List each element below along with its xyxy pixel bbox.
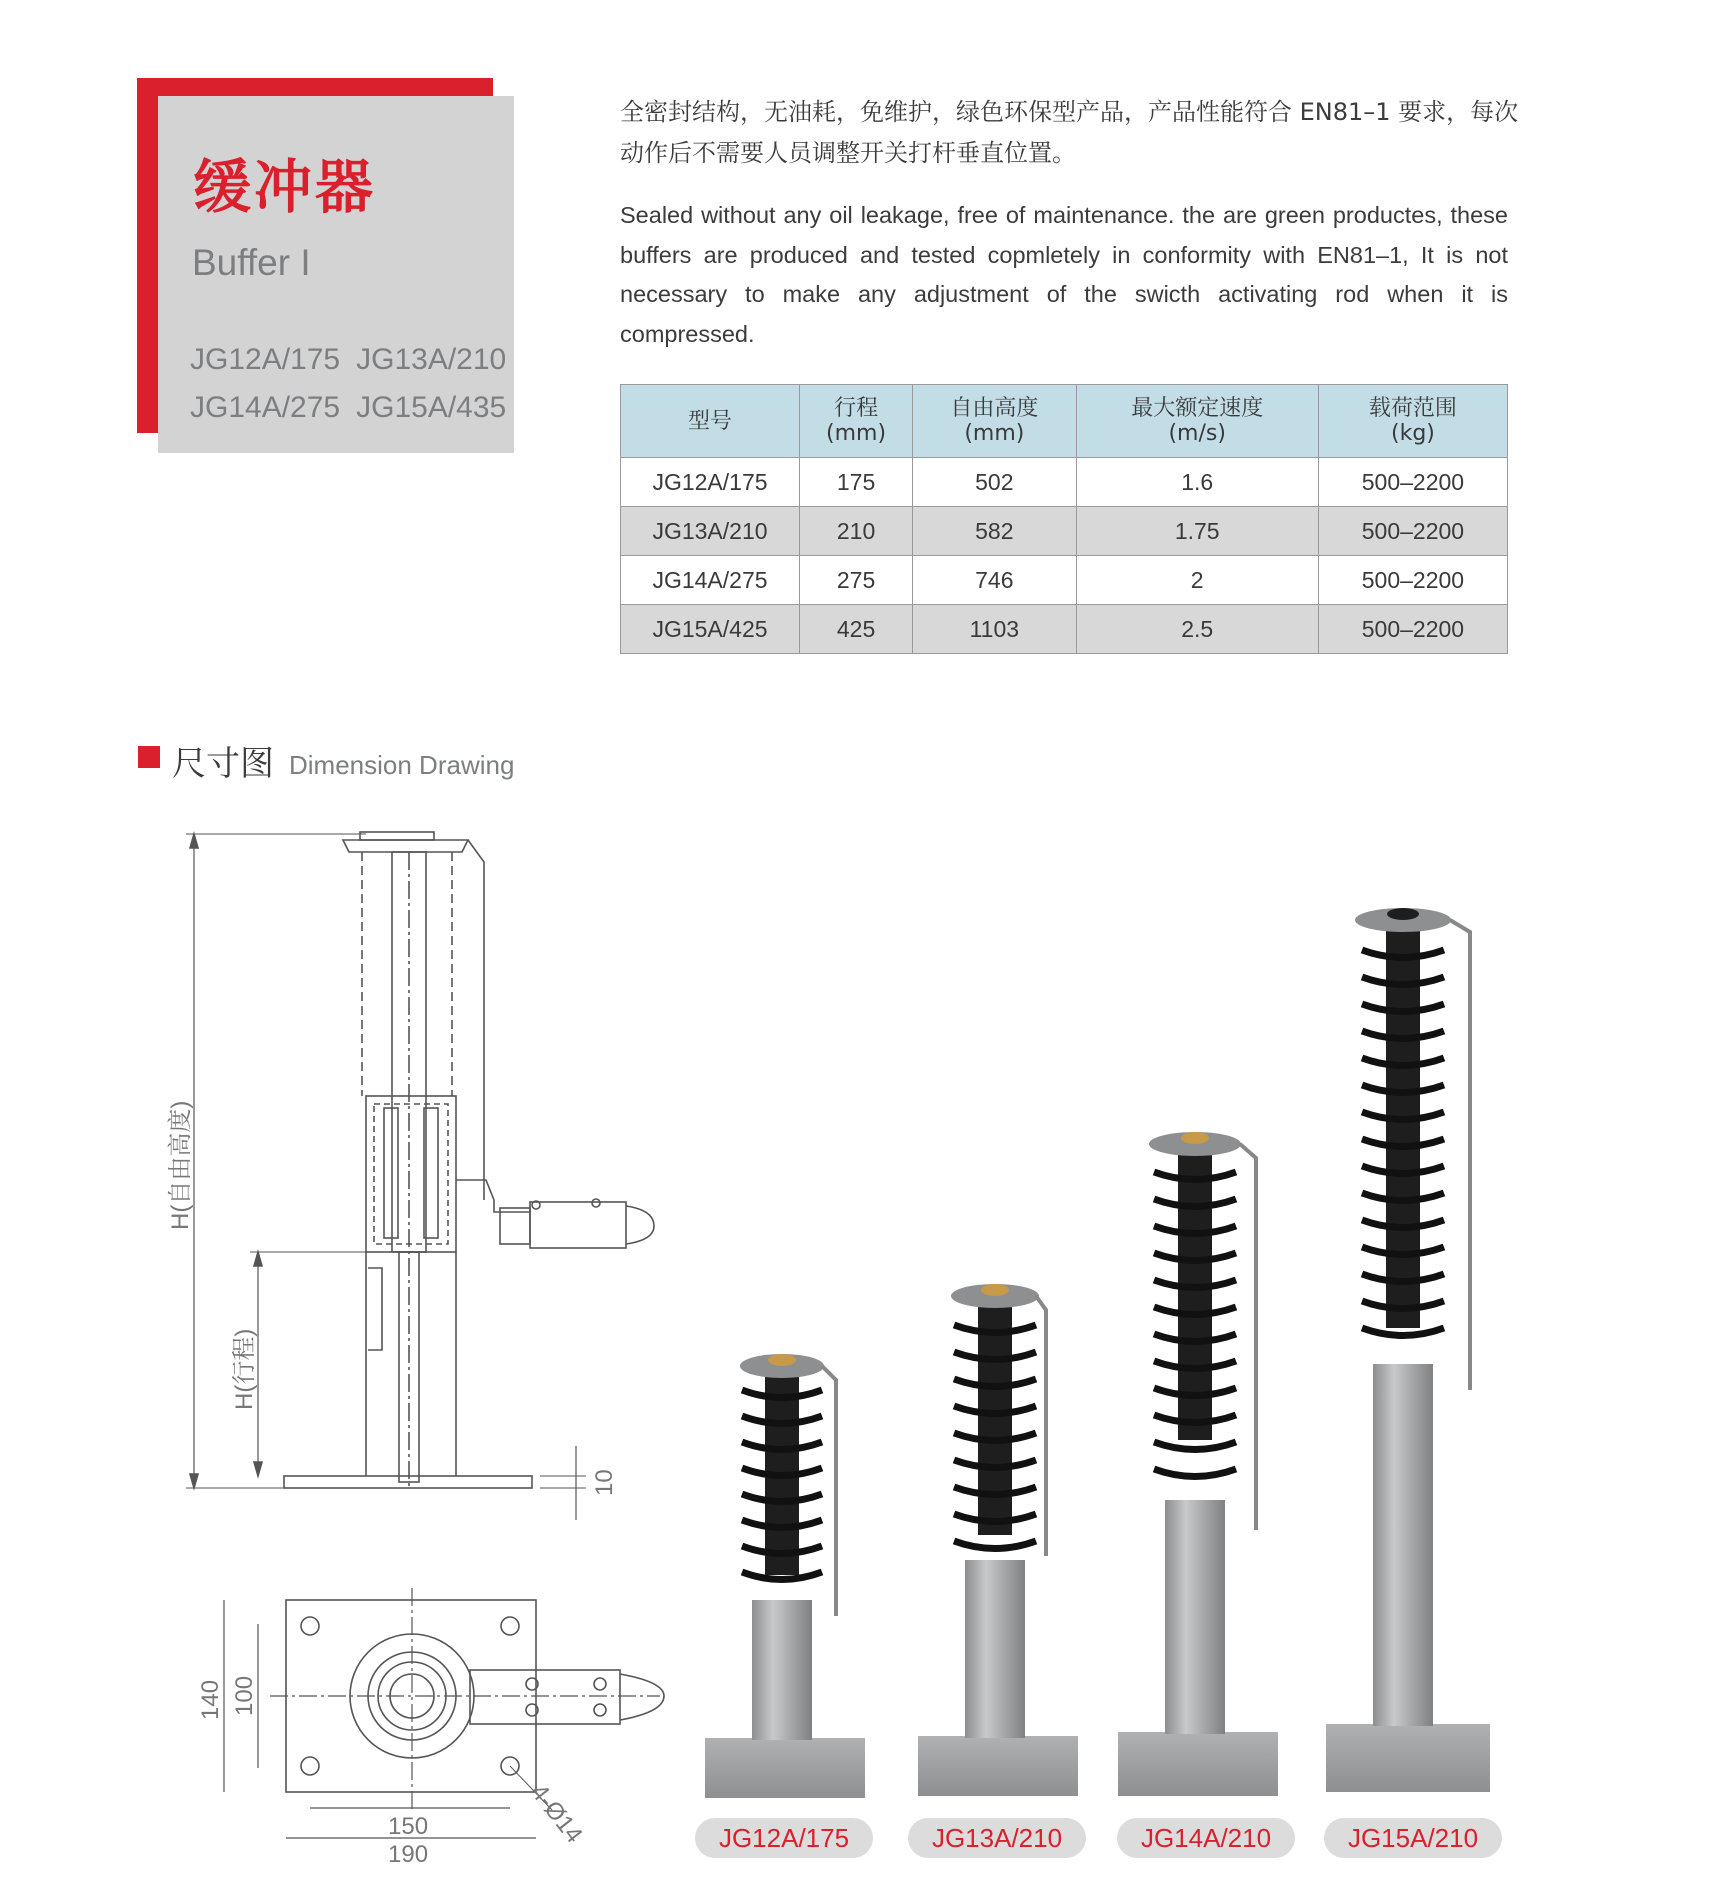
- model-name: JG12A/175: [190, 343, 341, 376]
- section-title-en: Dimension Drawing: [289, 750, 515, 780]
- table-cell: 502: [913, 458, 1076, 507]
- dim-label-190: 190: [388, 1841, 429, 1868]
- table-cell: 500–2200: [1318, 556, 1507, 605]
- table-cell: 582: [913, 507, 1076, 556]
- table-cell: 210: [800, 507, 913, 556]
- table-cell: 2.5: [1076, 605, 1318, 654]
- product-title-en: Buffer I: [192, 242, 311, 283]
- dim-label-free-height: H(自由高度): [167, 1100, 194, 1230]
- table-cell: JG14A/275: [621, 556, 800, 605]
- table-cell: 1.75: [1076, 507, 1318, 556]
- table-cell: JG15A/425: [621, 605, 800, 654]
- dim-label-140: 140: [197, 1679, 224, 1720]
- photo-caption: JG14A/210: [1117, 1818, 1295, 1858]
- dim-label-100: 100: [231, 1675, 258, 1716]
- description-en: Sealed without any oil leakage, free of maintenance. the are green productes, these buffers are produced and tested copmletely in conformity with EN81–1, It is not necessary to make any adjustment of the swicth activating rod when it is compressed.: [620, 202, 1508, 347]
- photo-caption: JG12A/175: [695, 1818, 873, 1858]
- table-cell: 425: [800, 605, 913, 654]
- table-cell: 175: [800, 458, 913, 507]
- buffer-photo-jg12a: [705, 1354, 865, 1798]
- table-cell: 2: [1076, 556, 1318, 605]
- photo-caption: JG15A/210: [1324, 1818, 1502, 1858]
- column-header-stroke: 行程 (mm): [800, 385, 913, 458]
- column-header-model: 型号: [621, 385, 800, 458]
- dim-label-10: 10: [591, 1469, 618, 1496]
- column-header-free-height: 自由高度 (mm): [913, 385, 1076, 458]
- table-cell: 746: [913, 556, 1076, 605]
- model-name: JG13A/210: [356, 343, 507, 376]
- model-name: JG15A/435: [356, 391, 507, 424]
- product-title-cn: 缓冲器: [193, 153, 377, 221]
- table-cell: 275: [800, 556, 913, 605]
- table-cell: JG12A/175: [621, 458, 800, 507]
- dim-label-150: 150: [388, 1813, 429, 1840]
- table-cell: 1103: [913, 605, 1076, 654]
- dim-label-stroke: H(行程): [231, 1328, 258, 1410]
- description-cn: 全密封结构，无油耗，免维护，绿色环保型产品，产品性能符合 EN81–1 要求，每次动作后不需要人员调整开关打杆垂直位置。: [620, 98, 1519, 167]
- buffer-photo-jg15a: [1326, 908, 1490, 1792]
- column-header-load-range: 载荷范围 (kg): [1318, 385, 1507, 458]
- buffer-photo-jg13a: [918, 1284, 1078, 1796]
- photo-caption: JG13A/210: [908, 1818, 1086, 1858]
- model-name: JG14A/275: [190, 391, 341, 424]
- dim-label-holes: 4-Ø14: [525, 1779, 588, 1849]
- table-cell: 1.6: [1076, 458, 1318, 507]
- section-title-cn: 尺寸图: [172, 744, 274, 784]
- table-cell: 500–2200: [1318, 605, 1507, 654]
- column-header-max-speed: 最大额定速度 (m/s): [1076, 385, 1318, 458]
- table-cell: 500–2200: [1318, 458, 1507, 507]
- table-cell: 500–2200: [1318, 507, 1507, 556]
- table-cell: JG13A/210: [621, 507, 800, 556]
- buffer-photo-jg14a: [1118, 1132, 1278, 1796]
